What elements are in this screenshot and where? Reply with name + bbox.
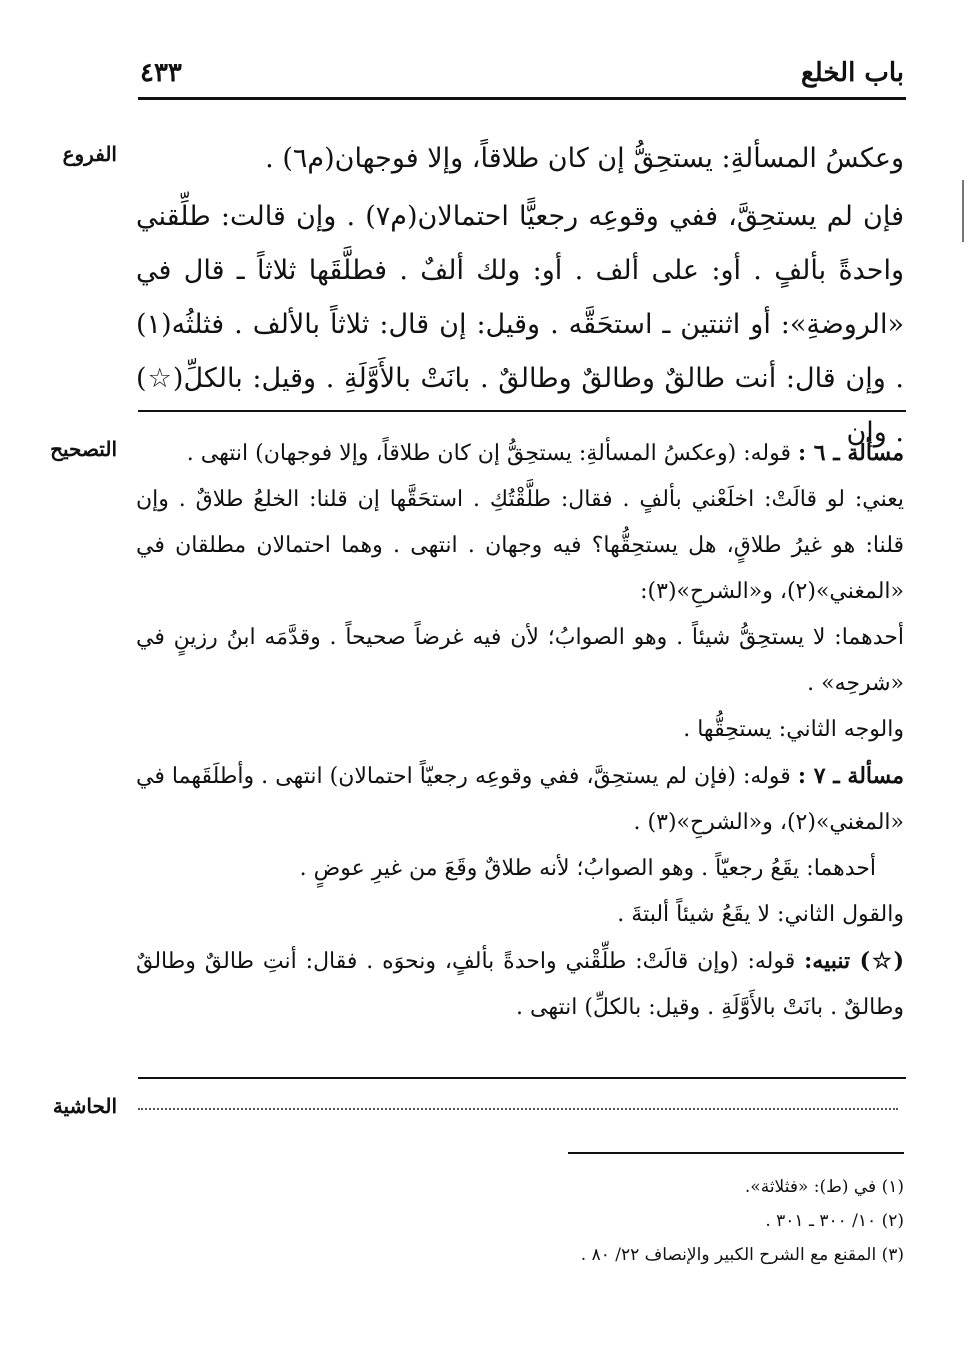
masala-6-label: مسألة ـ ٦ : — [798, 440, 904, 466]
masala-6-heading — [136, 430, 904, 477]
section-divider-bottom — [138, 1077, 906, 1079]
footnote-1: (١) في (ط): «فثلاثة». — [744, 1177, 904, 1197]
masala-7-first-view: أحدهما: يقَعُ رجعيّاً . وهو الصوابُ؛ لأنه طلاقٌ وقَعَ من غيرِ عوضٍ . — [299, 856, 876, 881]
masala-6-quote: قوله: (وعكسُ المسألةِ: يستحِقُّ إن كان طلاقاً، وإلا فوجهان) انتهى . — [186, 441, 792, 466]
tanbih-note — [136, 938, 904, 1031]
masala-7-second-view: والقول الثاني: لا يقَعُ شيئاً ألبتةَ . — [617, 902, 904, 927]
masala-6-explanation: يعني: لو قالَتْ: اخلَعْني بألفٍ . فقال: طلَّقْتُكِ . استحَقَّها إن قلنا: الخلعُ طلاقٌ . وإن قلنا: هو غيرُ طلاقٍ، هل يستحِقُّها؟ فيه وجهان . انتهى . وهما احتمالان مطلقان في «المغني»(٢)، و«الشرحِ»(٣): — [136, 487, 904, 604]
masala-7-quote: قوله: (فإن لم يستحِقَّ، ففي وقوعِه رجعيّاً احتمالان) انتهى . وأطلَقَهما في «المغني»(٢)، و«الشرحِ»(٣) . — [136, 764, 904, 835]
page-number: ٤٣٣ — [140, 58, 182, 88]
section-divider — [138, 410, 906, 412]
footnote-3: (٣) المقنع مع الشرح الكبير والإنصاف ٢٢/ ٨٠ . — [580, 1245, 904, 1265]
footnotes — [136, 1170, 904, 1272]
masala-7-heading — [136, 753, 904, 846]
hashiya-dotted-line — [138, 1108, 898, 1110]
section-label-furu: الفروع — [62, 142, 117, 166]
margin-mark — [962, 180, 964, 242]
masala-6-first-view: أحدهما: لا يستحِقُّ شيئاً . وهو الصوابُ؛ لأن فيه غرضاً صحيحاً . وقدَّمَه ابنُ رزينٍ في «شرحِه» . — [136, 625, 904, 696]
section-label-tashih: التصحيح — [50, 437, 117, 461]
section-label-hashiya: الحاشية — [52, 1094, 117, 1118]
footnote-2: (٢) ١٠/ ٣٠٠ ـ ٣٠١ . — [765, 1211, 904, 1231]
tanbih-text: قوله: (وإن قالَتْ: طلِّقْني واحدةً بألفٍ، ونحوَه . فقال: أنتِ طالقٌ وطالقٌ وطالقٌ . بانَتْ بالأَوَّلَةِ . وقيل: بالكلِّ) انتهى . — [136, 949, 904, 1020]
masala-7-label: مسألة ـ ٧ : — [797, 763, 905, 789]
tashih-section — [136, 430, 904, 1031]
page-header-title: باب الخلع — [800, 58, 904, 88]
header-divider — [138, 97, 906, 100]
masala-6-second-view: والوجه الثاني: يستحِقُّها . — [683, 717, 904, 742]
main-text-line1: وعكسُ المسألةِ: يستحِقُّ إن كان طلاقاً، وإلا فوجهان(م٦) . — [265, 143, 904, 174]
main-text-paragraph: فإن لم يستحِقَّ، ففي وقوعِه رجعيًّا احتمالان(م٧) . وإن قالت: طلِّقني واحدةً بألفٍ . أو: على ألف . أو: ولك ألفٌ . فطلَّقَها ثلاثاً ـ قال في «الروضةِ»: أو اثنتين ـ استحَقَّه . وقيل: إن قال: ثلاثاً بالألف . فثلثُه(١) . وإن قال: أنت طالقٌ وطالقٌ وطالقٌ . بانَتْ بالأَوَّلَةِ . وقيل: بالكلِّ(☆) . وإن — [136, 201, 904, 448]
tanbih-label: (☆) تنبيه: — [804, 948, 904, 974]
footnote-divider — [568, 1152, 904, 1154]
